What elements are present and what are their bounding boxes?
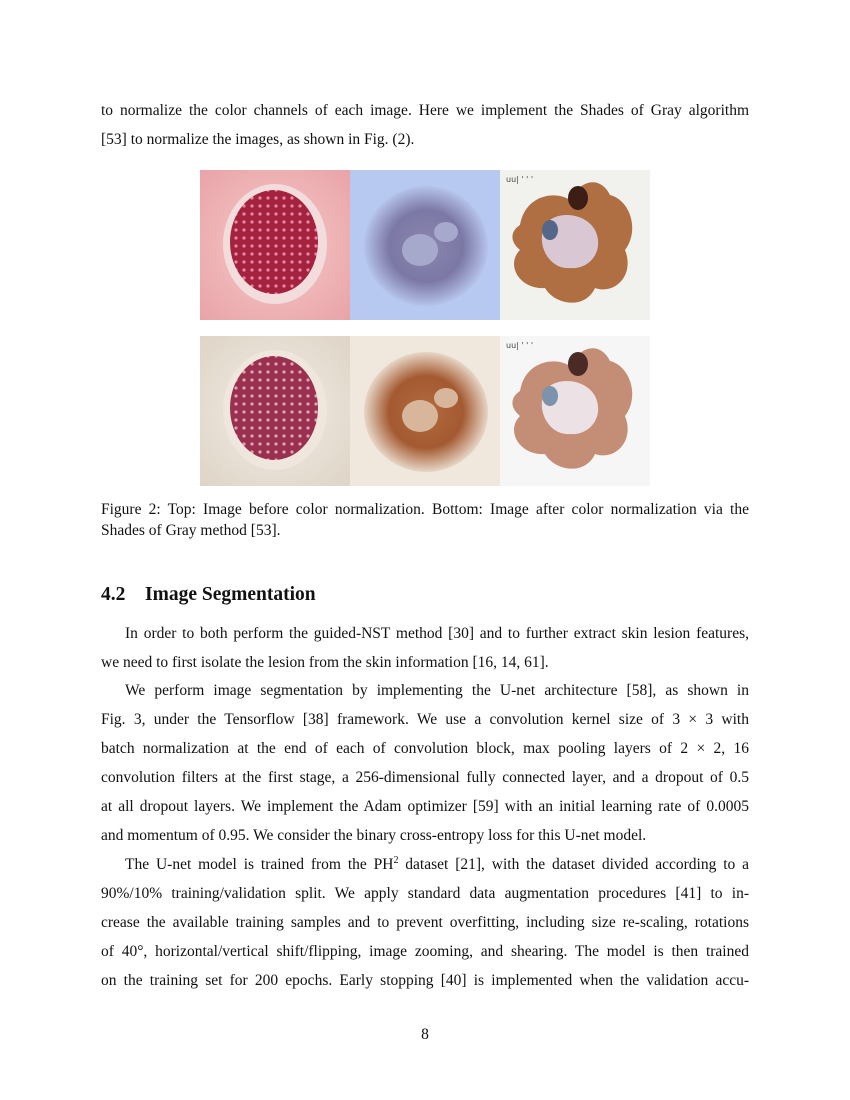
bottom-middle-lesion <box>350 336 500 486</box>
top-left-lesion <box>200 170 350 320</box>
section-heading <box>101 584 316 606</box>
caption-line-1: Figure 2: Top: Image before color normalization. Bottom: Image after color normalization via the <box>101 501 749 518</box>
p1-line-2: we need to first isolate the lesion from the skin information [16, 14, 61]. <box>101 654 549 671</box>
paragraph-1 <box>101 619 749 677</box>
p2-line-3: batch normalization at the end of each of convolution block, max pooling layers of 2 × 2, 16 <box>101 740 749 757</box>
p1-line-1: In order to both perform the guided-NST method [30] and to further extract skin lesion features, <box>125 625 749 642</box>
section-number: 4.2 <box>101 584 126 605</box>
p2-line-4: convolution filters at the first stage, a 256-dimensional fully connected layer, and a dropout of 0.5 <box>101 769 749 786</box>
p2-line-5: at all dropout layers. We implement the Adam optimizer [59] with an initial learning rate of 0.0005 <box>101 798 749 815</box>
figure-2 <box>200 170 650 486</box>
p3-line-1-b: dataset [21], with the dataset divided according to a <box>398 856 750 873</box>
p2-line-6: and momentum of 0.95. We consider the binary cross-entropy loss for this U-net model. <box>101 827 647 844</box>
figure-caption <box>101 499 749 541</box>
p3-line-4: of 40°, horizontal/vertical shift/flipping, image zooming, and shearing. The model is then trained <box>101 943 749 960</box>
paragraph-3 <box>101 850 749 995</box>
bottom-left-lesion <box>200 336 350 486</box>
p3-superscript: 2 <box>393 854 399 866</box>
p2-line-2: Fig. 3, under the Tensorflow [38] framework. We use a convolution kernel size of 3 × 3 with <box>101 711 749 728</box>
paragraph-2 <box>101 676 749 850</box>
intro-line-1: to normalize the color channels of each image. Here we implement the Shades of Gray algorithm <box>101 102 749 119</box>
top-right-lesion <box>500 170 650 320</box>
intro-paragraph <box>101 96 749 154</box>
section-title: Image Segmentation <box>145 584 316 605</box>
p3-line-1 <box>101 850 749 879</box>
svg-text:uu| ' ' ': uu| ' ' ' <box>506 175 534 184</box>
top-middle-lesion <box>350 170 500 320</box>
p3-line-1-a: The U-net model is trained from the PH <box>125 856 394 873</box>
page-number: 8 <box>421 1026 429 1043</box>
bottom-right-lesion <box>500 336 650 486</box>
svg-text:uu| ' ' ': uu| ' ' ' <box>506 341 534 350</box>
p2-line-1: We perform image segmentation by implementing the U-net architecture [58], as shown in <box>125 682 749 699</box>
caption-line-2: Shades of Gray method [53]. <box>101 522 281 539</box>
p3-line-3: crease the available training samples and to prevent overfitting, including size re-scaling, rotations <box>101 914 749 931</box>
p3-line-2: 90%/10% training/validation split. We apply standard data augmentation procedures [41] to in- <box>101 885 749 902</box>
p3-line-5: on the training set for 200 epochs. Early stopping [40] is implemented when the validation accu- <box>101 972 749 989</box>
intro-line-2: [53] to normalize the images, as shown in Fig. (2). <box>101 131 415 148</box>
